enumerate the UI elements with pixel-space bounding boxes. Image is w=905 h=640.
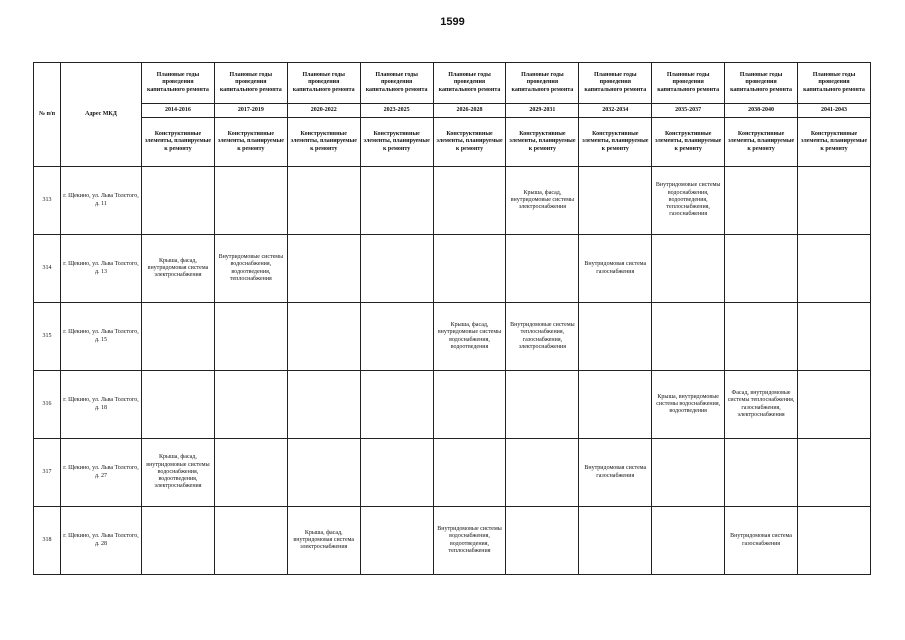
header-plan-label: Плановые годы проведения капитального ремонта xyxy=(579,63,652,104)
table-row xyxy=(34,235,871,303)
repair-elements-cell xyxy=(652,439,725,507)
header-elements-label: Конструктивные элементы, планируемые к ремонту xyxy=(579,118,652,167)
repair-elements-cell xyxy=(725,167,798,235)
row-number: 315 xyxy=(34,303,61,371)
header-year-range: 2014-2016 xyxy=(142,104,215,118)
repair-elements-cell xyxy=(142,167,215,235)
repair-elements-cell: Фасад, внутридомовые системы теплоснабжения, газоснабжения, электроснабжения xyxy=(725,371,798,439)
row-number: 316 xyxy=(34,371,61,439)
repair-elements-cell xyxy=(798,507,871,575)
repair-elements-cell: Внутридомовые системы водоснабжения, водоотведения, теплоснабжения xyxy=(214,235,287,303)
repair-elements-cell xyxy=(214,371,287,439)
header-year-range: 2038-2040 xyxy=(725,104,798,118)
repair-elements-cell: Внутридомовые системы водоснабжения, водоотведения, теплоснабжения xyxy=(433,507,506,575)
building-address: г. Щекино, ул. Льва Толстого, д. 27 xyxy=(61,439,142,507)
building-address: г. Щекино, ул. Льва Толстого, д. 18 xyxy=(61,371,142,439)
header-address: Адрес МКД xyxy=(61,63,142,167)
row-number: 318 xyxy=(34,507,61,575)
header-plan-label: Плановые годы проведения капитального ремонта xyxy=(287,63,360,104)
repair-elements-cell xyxy=(506,235,579,303)
repair-elements-cell xyxy=(433,371,506,439)
repair-elements-cell xyxy=(506,507,579,575)
header-elements-label: Конструктивные элементы, планируемые к ремонту xyxy=(142,118,215,167)
repair-elements-cell xyxy=(360,303,433,371)
header-year-range: 2026-2028 xyxy=(433,104,506,118)
header-year-range: 2020-2022 xyxy=(287,104,360,118)
repair-elements-cell xyxy=(360,507,433,575)
repair-elements-cell xyxy=(142,371,215,439)
repair-elements-cell xyxy=(579,303,652,371)
header-plan-label: Плановые годы проведения капитального ремонта xyxy=(652,63,725,104)
repair-elements-cell xyxy=(214,439,287,507)
header-plan-label: Плановые годы проведения капитального ремонта xyxy=(142,63,215,104)
header-plan-label: Плановые годы проведения капитального ремонта xyxy=(725,63,798,104)
header-elements-label: Конструктивные элементы, планируемые к ремонту xyxy=(798,118,871,167)
header-year-range: 2029-2031 xyxy=(506,104,579,118)
header-year-range: 2032-2034 xyxy=(579,104,652,118)
header-year-range: 2017-2019 xyxy=(214,104,287,118)
repair-elements-cell xyxy=(360,167,433,235)
repair-elements-cell xyxy=(142,507,215,575)
repair-elements-cell xyxy=(287,235,360,303)
header-elements-label: Конструктивные элементы, планируемые к ремонту xyxy=(433,118,506,167)
repair-elements-cell xyxy=(214,167,287,235)
repair-elements-cell xyxy=(287,439,360,507)
repair-elements-cell xyxy=(287,371,360,439)
repair-elements-cell xyxy=(725,439,798,507)
header-plan-label: Плановые годы проведения капитального ремонта xyxy=(506,63,579,104)
repair-elements-cell xyxy=(798,235,871,303)
table-row xyxy=(34,507,871,575)
repair-elements-cell: Внутридомовые системы водоснабжения, водоотведения, теплоснабжения, газоснабжения xyxy=(652,167,725,235)
header-year-range: 2023-2025 xyxy=(360,104,433,118)
repair-elements-cell xyxy=(579,507,652,575)
repair-elements-cell xyxy=(360,371,433,439)
repair-elements-cell xyxy=(506,371,579,439)
repair-elements-cell xyxy=(433,439,506,507)
page-number: 1599 xyxy=(440,16,465,28)
header-year-range: 2041-2043 xyxy=(798,104,871,118)
header-row-number: № п/п xyxy=(34,63,61,167)
repair-elements-cell xyxy=(360,235,433,303)
repair-elements-cell xyxy=(579,371,652,439)
row-number: 313 xyxy=(34,167,61,235)
header-year-range: 2035-2037 xyxy=(652,104,725,118)
building-address: г. Щекино, ул. Льва Толстого, д. 11 xyxy=(61,167,142,235)
header-plan-label: Плановые годы проведения капитального ремонта xyxy=(360,63,433,104)
header-elements-label: Конструктивные элементы, планируемые к ремонту xyxy=(214,118,287,167)
repair-elements-cell: Крыша, внутридомовые системы водоснабжения, водоотведения xyxy=(652,371,725,439)
header-plan-label: Плановые годы проведения капитального ремонта xyxy=(798,63,871,104)
repair-elements-cell xyxy=(360,439,433,507)
repair-schedule-table xyxy=(33,62,871,575)
repair-elements-cell: Внутридомовая система газоснабжения xyxy=(579,439,652,507)
repair-elements-cell xyxy=(652,235,725,303)
header-elements-label: Конструктивные элементы, планируемые к ремонту xyxy=(725,118,798,167)
building-address: г. Щекино, ул. Льва Толстого, д. 15 xyxy=(61,303,142,371)
repair-elements-cell xyxy=(725,303,798,371)
repair-elements-cell xyxy=(798,167,871,235)
repair-elements-cell: Крыша, фасад, внутридомовая система электроснабжения xyxy=(142,235,215,303)
header-plan-label: Плановые годы проведения капитального ремонта xyxy=(433,63,506,104)
repair-elements-cell xyxy=(287,303,360,371)
repair-elements-cell xyxy=(652,303,725,371)
header-elements-label: Конструктивные элементы, планируемые к ремонту xyxy=(506,118,579,167)
row-number: 314 xyxy=(34,235,61,303)
repair-elements-cell xyxy=(214,303,287,371)
repair-elements-cell: Крыша, фасад, внутридомовые системы электроснабжения xyxy=(506,167,579,235)
repair-elements-cell xyxy=(725,235,798,303)
row-number: 317 xyxy=(34,439,61,507)
repair-elements-cell: Внутридомовая система газоснабжения xyxy=(579,235,652,303)
repair-elements-cell: Крыша, фасад, внутридомовые системы водоснабжения, водоотведения xyxy=(433,303,506,371)
repair-elements-cell xyxy=(579,167,652,235)
building-address: г. Щекино, ул. Льва Толстого, д. 13 xyxy=(61,235,142,303)
repair-elements-cell xyxy=(798,439,871,507)
repair-elements-cell xyxy=(214,507,287,575)
header-plan-label: Плановые годы проведения капитального ремонта xyxy=(214,63,287,104)
table-row xyxy=(34,439,871,507)
table-body xyxy=(34,167,871,575)
repair-elements-cell xyxy=(433,167,506,235)
building-address: г. Щекино, ул. Льва Толстого, д. 28 xyxy=(61,507,142,575)
repair-elements-cell xyxy=(652,507,725,575)
repair-elements-cell: Крыша, фасад, внутридомовая система электроснабжения xyxy=(287,507,360,575)
repair-elements-cell xyxy=(798,303,871,371)
repair-elements-cell xyxy=(142,303,215,371)
repair-elements-cell xyxy=(798,371,871,439)
table-row xyxy=(34,371,871,439)
repair-elements-cell: Внутридомовая система газоснабжения xyxy=(725,507,798,575)
repair-elements-cell xyxy=(433,235,506,303)
header-elements-label: Конструктивные элементы, планируемые к ремонту xyxy=(652,118,725,167)
header-elements-label: Конструктивные элементы, планируемые к ремонту xyxy=(287,118,360,167)
repair-elements-cell xyxy=(506,439,579,507)
header-elements-label: Конструктивные элементы, планируемые к ремонту xyxy=(360,118,433,167)
repair-elements-cell: Внутридомовые системы теплоснабжения, газоснабжения, электроснабжения xyxy=(506,303,579,371)
table-row xyxy=(34,167,871,235)
repair-elements-cell xyxy=(287,167,360,235)
table-row xyxy=(34,303,871,371)
repair-elements-cell: Крыша, фасад, внутридомовые системы водоснабжения, водоотведения, электроснабжения xyxy=(142,439,215,507)
